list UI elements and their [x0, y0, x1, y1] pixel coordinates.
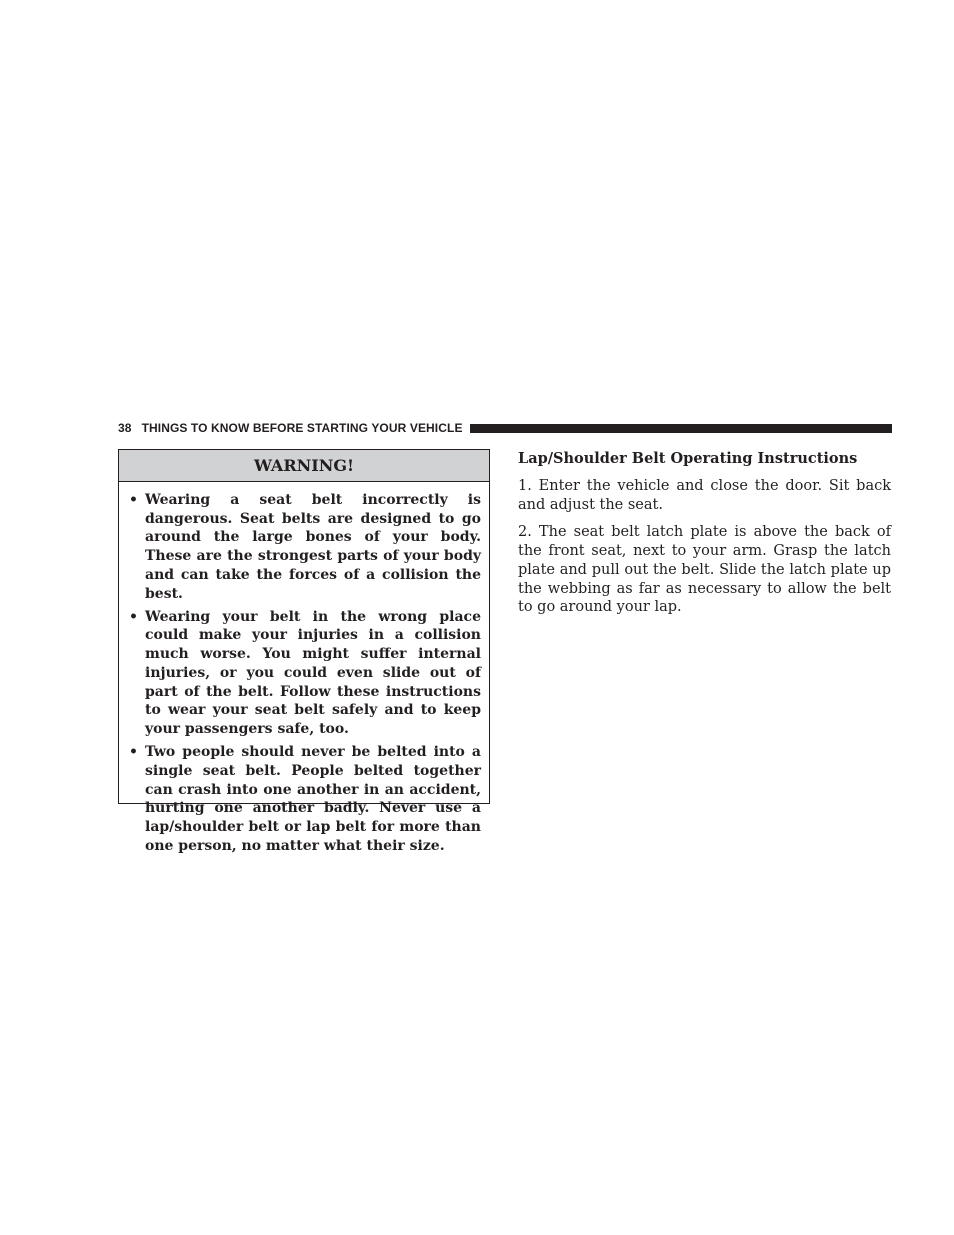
- instructions-title: Lap/Shoulder Belt Operating Instructions: [518, 450, 858, 467]
- instructions-column: [518, 449, 891, 626]
- header-text: [118, 421, 463, 435]
- warning-box: [118, 449, 490, 854]
- instruction-step-1: 1. Enter the vehicle and close the door. Sit back and adjust the seat.: [518, 478, 891, 513]
- page-number: 38: [118, 421, 132, 435]
- bullet-icon: •: [129, 744, 138, 761]
- warning-title: WARNING!: [119, 450, 489, 482]
- running-header: [118, 420, 892, 436]
- instruction-step-2: 2. The seat belt latch plate is above the back of the front seat, next to your arm. Grasp the latch plate and pull out the belt. Slide the latch plate up the webbing as far as necessary to allow the belt to go around your lap.: [518, 524, 891, 616]
- warning-item: [129, 491, 481, 603]
- warning-item-text: Wearing a seat belt incorrectly is dangerous. Seat belts are designed to go around the large bones of your body. These are the strongest parts of your body and can take the forces of a collision the best.: [145, 492, 481, 602]
- warning-item-text: Wearing your belt in the wrong place could make your injuries in a collision much worse. You might suffer internal injuries, or you could even slide out of part of the belt. Follow these instructions to wear your seat belt safely and to keep your passengers safe, too.: [145, 608, 481, 737]
- warning-item: [129, 608, 481, 739]
- header-rule: [470, 424, 892, 433]
- warning-item-text: Two people should never be belted into a single seat belt. People belted together can crash into one another in an accident, hurting one another badly. Never use a lap/shoulder belt or lap belt for more than one person, no matter what their size.: [145, 744, 481, 854]
- bullet-icon: •: [129, 608, 138, 625]
- section-title: THINGS TO KNOW BEFORE STARTING YOUR VEHICLE: [141, 421, 463, 435]
- warning-item: [129, 743, 481, 855]
- bullet-icon: •: [129, 492, 138, 508]
- warning-list: [119, 482, 489, 855]
